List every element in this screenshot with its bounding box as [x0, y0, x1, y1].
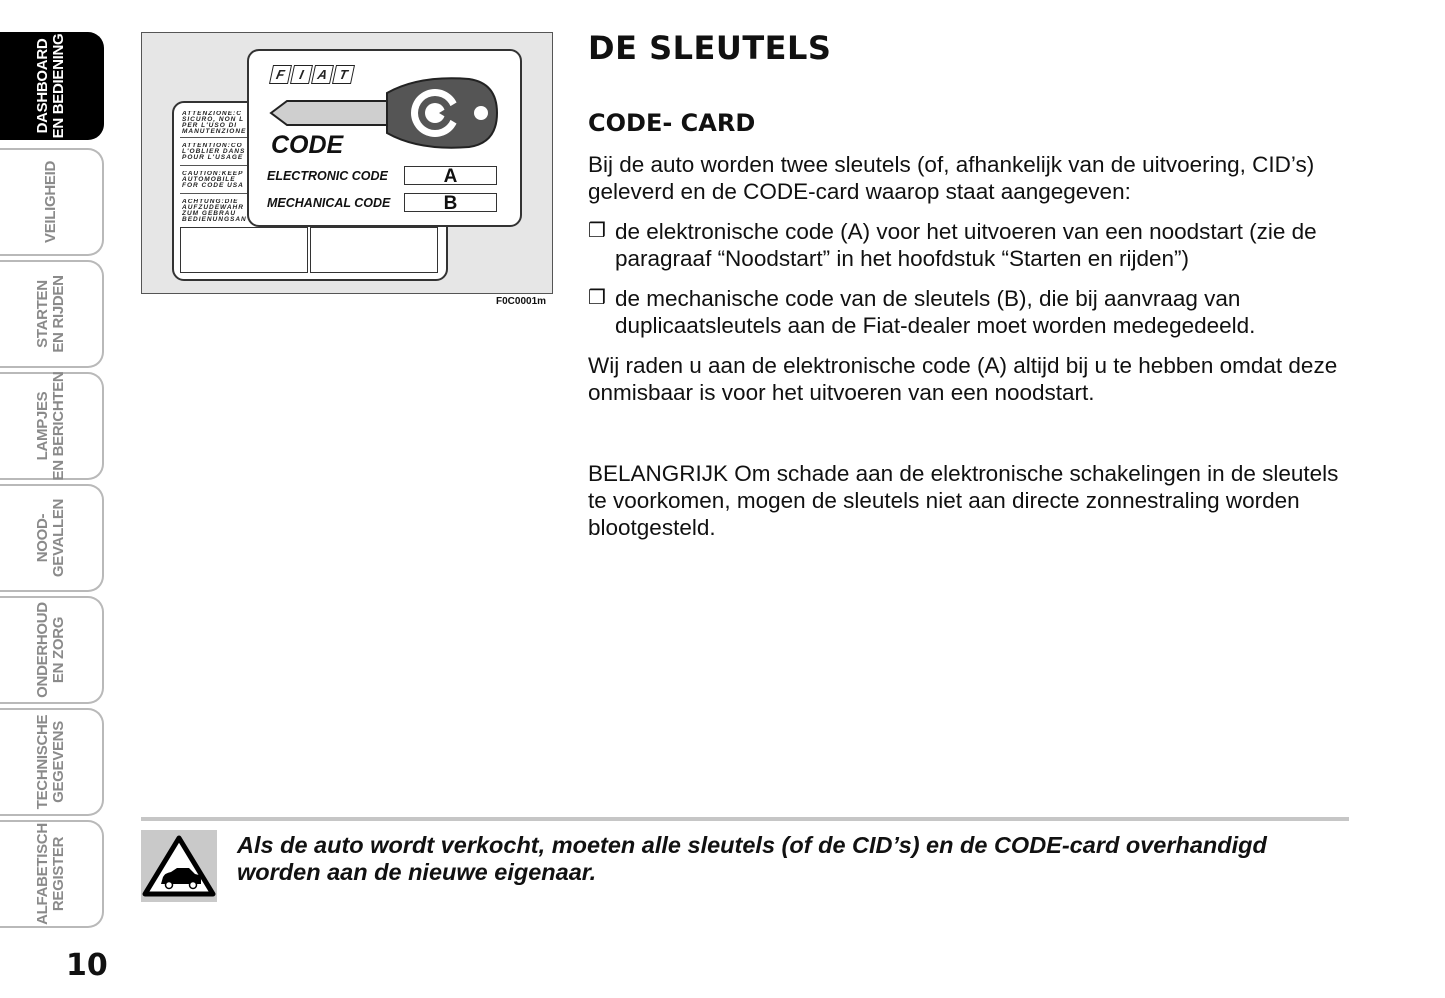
- warning-text-fr: ATTENTION:CO L'OBLIER DANS POUR L'USAGE: [182, 143, 246, 161]
- tab-label: NOOD- GEVALLEN: [34, 498, 67, 578]
- checkbox-bullet-icon: ❒: [588, 287, 606, 309]
- list-item: [588, 285, 1363, 339]
- tab-onderhoud-en-zorg[interactable]: [0, 596, 104, 704]
- tab-label: ALFABETISCH REGISTER: [34, 823, 67, 925]
- warning-triangle-car-icon: [141, 830, 217, 902]
- logo-letter: F: [269, 65, 292, 84]
- list-item-text: de mechanische code van de sleutels (B), die bij aanvraag van duplicaatsleutels aan de Fiat-dealer moet worden medegedeeld.: [615, 286, 1256, 338]
- list-item-text: de elektronische code (A) voor het uitvoeren van een noodstart (zie de paragraaf “Noodstart” in het hoofdstuk “Starten en rijden”): [615, 219, 1317, 271]
- warning-text-de: ACHTUNG:DIE AUFZUDEWAHR ZUM GEBRAU BEDIENUNGSAN: [182, 199, 247, 223]
- divider: [180, 137, 250, 138]
- divider: [180, 165, 250, 166]
- tab-dashboard-en-bediening[interactable]: [0, 32, 104, 140]
- tab-starten-en-rijden[interactable]: [0, 260, 104, 368]
- code-card-figure: [141, 32, 553, 294]
- divider: [180, 193, 250, 194]
- tab-label: ONDERHOUD EN ZORG: [34, 602, 67, 698]
- page-number: 10: [66, 948, 108, 983]
- checkbox-bullet-icon: ❒: [588, 220, 606, 242]
- warning-triangle-icon: [141, 830, 217, 902]
- mechanical-code-label: MECHANICAL CODE: [267, 196, 391, 210]
- tab-label: VEILIGHEID: [42, 160, 59, 244]
- tab-noodgevallen[interactable]: [0, 484, 104, 592]
- tab-lampjes-en-berichten[interactable]: [0, 372, 104, 480]
- tab-label: STARTEN EN RIJDEN: [34, 275, 67, 353]
- tab-technische-gegevens[interactable]: [0, 708, 104, 816]
- logo-letter: T: [332, 65, 355, 84]
- electronic-code-value: A: [404, 166, 497, 185]
- list-item: [588, 218, 1363, 272]
- section-title: CODE- CARD: [588, 109, 756, 137]
- warning-text-en: CAUTION:KEEP AUTOMOBILE FOR CODE USA: [182, 171, 244, 189]
- blank-field: [310, 227, 438, 273]
- tab-label: TECHNISCHE GEGEVENS: [34, 714, 67, 810]
- intro-paragraph: Bij de auto worden twee sleutels (of, afhankelijk van de uitvoering, CID’s) geleverd en de CODE-card waarop staat aangegeven:: [588, 152, 1315, 204]
- electronic-code-label: ELECTRONIC CODE: [267, 169, 388, 183]
- mechanical-code-value: B: [404, 193, 497, 212]
- page-title: DE SLEUTELS: [588, 29, 832, 67]
- tab-alfabetisch-register[interactable]: [0, 820, 104, 928]
- warning-text-it: ATTENZIONE:C SICURO, NON L PER L'USO DI MANUTENZIONE: [182, 111, 247, 135]
- tab-veiligheid[interactable]: [0, 148, 104, 256]
- tab-label: LAMPJES EN BERICHTEN: [34, 371, 67, 481]
- tab-label: DASHBOARD EN BEDIENING: [34, 33, 67, 139]
- code-card-front: [247, 49, 522, 227]
- advice-paragraph: Wij raden u aan de elektronische code (A) altijd bij u te hebben omdat deze onmisbaar is voor het uitvoeren van een noodstart.: [588, 353, 1338, 405]
- warning-divider: [141, 817, 1349, 821]
- code-title: CODE: [271, 131, 344, 159]
- warning-text: Als de auto wordt verkocht, moeten alle sleutels (of de CID’s) en de CODE-card overhandigd worden aan de nieuwe eigenaar.: [237, 832, 1267, 885]
- blank-field: [180, 227, 308, 273]
- logo-letter: A: [311, 65, 334, 84]
- logo-letter: I: [290, 65, 313, 84]
- figure-id: F0C0001m: [496, 296, 547, 307]
- important-paragraph: BELANGRIJK Om schade aan de elektronische schakelingen in de sleutels te voorkomen, mogen de sleutels niet aan directe zonnestraling worden blootgesteld.: [588, 461, 1339, 540]
